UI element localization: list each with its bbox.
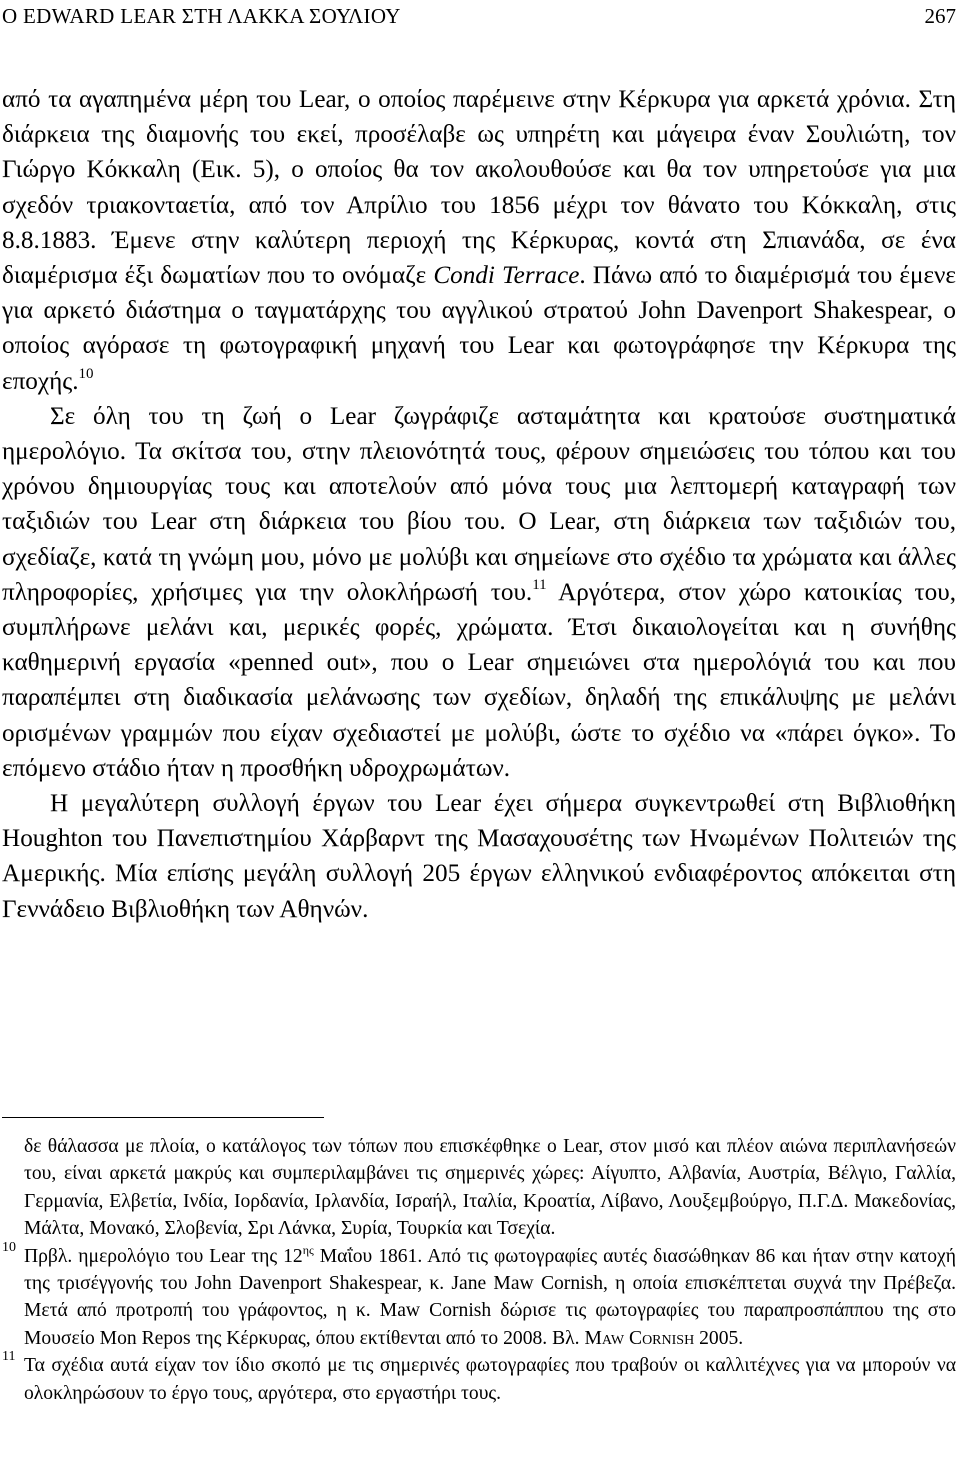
paragraph-1-text-a: από τα αγαπημένα μέρη του Lear, ο οποίος παρέμεινε στην Κέρκυρα για αρκετά χρόνια. Στη διάρκεια της διαμονής του εκεί, προσέλαβε ως υπηρέτη και μάγειρα έναν Σουλιώτη, τον Γιώργο Κόκκαλη (Εικ. 5), ο οποίος θα τον ακολουθούσε και θα τον υπηρετούσε για μια σχεδόν τριακονταετία, από τον Απρίλιο του 1856 μέχρι τον θάνατο του Κόκκαλη, στις 8.8.1883. Έμενε στην καλύτερη περιοχή της Κέρκυρας, κοντά στη Σπιανάδα, σε ένα διαμέρισμα έξι δωματίων που το ονόμαζε bbox=[2, 86, 956, 290]
footnote-11 bbox=[2, 1349, 956, 1407]
paragraph-2-text-a: Σε όλη του τη ζωή ο Lear ζωγράφιζε ασταμάτητα και κρατούσε συστηματικά ημερολόγιο. Τα σκίτσα του, στην πλειονότητά τους, φέρουν σημειώσεις του τόπου και του χρόνου δημιουργίας τους και αποτελούν από μόνα τους μια λεπτομερή καταγραφή των ταξιδιών του Lear στη διάρκεια του βίου του. Ο Lear, στη διάρκεια των ταξιδιών του, σχεδίαζε, κατά τη γνώμη μου, μόνο με μολύβι και σημείωνε στο σχέδιο τα χρώματα και άλλες πληροφορίες, χρήσιμες για την ολοκλήρωσή του. bbox=[2, 402, 956, 606]
condi-terrace-italic: Condi Terrace bbox=[433, 262, 580, 290]
footnote-ref-11[interactable]: 11 bbox=[532, 576, 547, 593]
paragraph-3: Η μεγαλύτερη συλλογή έργων του Lear έχει σήμερα συγκεντρωθεί στη Βιβλιοθήκη Houghton του Πανεπιστημίου Χάρβαρντ της Μασαχουσέτης των Ηνωμένων Πολιτειών της Αμερικής. Μία επίσης μεγάλη συλλογή 205 έργων ελληνικού ενδιαφέροντος απόκειται στη Γεννάδειο Βιβλιοθήκη των Αθηνών. bbox=[2, 790, 956, 923]
footnote-ref-10[interactable]: 10 bbox=[78, 365, 94, 382]
main-text bbox=[2, 82, 956, 927]
footnote-10-text-a: Πρβλ. ημερολόγιο του Lear της 12 bbox=[24, 1245, 303, 1267]
footnote-separator bbox=[2, 1117, 324, 1118]
footnote-11-text: Τα σχέδια αυτά είχαν τον ίδιο σκοπό με τις σημερινές φωτογραφίες που τραβούν οι καλλιτέχνες για να μπορούν να ολοκληρώσουν το έργο τους, αργότερα, στο εργαστήρι τους. bbox=[24, 1355, 956, 1404]
footnote-10 bbox=[2, 1239, 956, 1353]
footnote-11-number: 11 bbox=[2, 1349, 16, 1365]
footnotes bbox=[2, 1133, 956, 1407]
paragraph-1 bbox=[2, 82, 956, 399]
footnote-continued: δε θάλασσα με πλοία, ο κατάλογος των τόπων που επισκέφθηκε ο Lear, στον μισό και πλέον αιώνα περιπλανήσεών του, είναι αρκετά μακρύς και συμπεριλαμβάνει τις σημερινές χώρες: Αίγυπτο, Αλβανία, Αυστρία, Βέλγιο, Γαλλία, Γερμανία, Ελβετία, Ινδία, Ιορδανία, Ιρλανδία, Ισραήλ, Ιταλία, Κροατία, Λίβανο, Λουξεμβούργο, Π.Γ.Δ. Μακεδονίας, Μάλτα, Μονακό, Σλοβενία, Σρι Λάνκα, Συρία, Τουρκία και Τσεχία. bbox=[24, 1136, 956, 1240]
paragraph-2 bbox=[2, 399, 956, 786]
running-head-title: Ο EDWARD LEAR ΣΤΗ ΛΑΚΚΑ ΣΟΥΛΙΟΥ bbox=[2, 4, 401, 28]
paragraph-2-text-b: Αργότερα, στον χώρο κατοικίας του, συμπλήρωνε μελάνι και, μερικές φορές, χρώματα. Έτσι δικαιολογείται και η συνήθης καθημερινή εργασία «penned out», που ο Lear σημειώνει στα ημερολόγιά του και που παραπέμπει στη διαδικασία μελάνωσης των σχεδίων, δηλαδή της επικάλυψης με μελάνι ορισμένων γραμμών που είχαν σχεδιαστεί με μολύβι, ώστε το σχέδιο να «πάρει όγκο». Το επόμενο στάδιο ήταν η προσθήκη υδροχρωμάτων. bbox=[2, 578, 956, 782]
footnote-10-number: 10 bbox=[2, 1239, 16, 1255]
footnote-10-text-c: 2005. bbox=[694, 1327, 744, 1349]
footnote-10-author: Maw Cornish bbox=[584, 1327, 695, 1349]
running-header bbox=[0, 2, 956, 34]
footnote-10-ordinal: ης bbox=[302, 1242, 314, 1257]
page-number: 267 bbox=[924, 4, 956, 28]
paragraph-1-text-b: . Πάνω από το διαμέρισμά του έμενε για αρκετό διάστημα ο ταγματάρχης του αγγλικού στρατού John Davenport Shakespear, ο οποίος αγόρασε τη φωτογραφική μηχανή του Lear και φωτογράφησε την Κέρκυρα της εποχής. bbox=[2, 262, 956, 395]
footnote-10-text-b: Μαΐου 1861. Από τις φωτογραφίες αυτές διασώθηκαν 86 και ήταν στην κατοχή της τρισέγγονής του John Davenport Shakespear, κ. Jane Maw Cornish, η οποία επισκέπτεται συχνά την Πρέβεζα. Μετά από προτροπή του γράφοντος, η κ. Maw Cornish δώρισε τις φωτογραφίες του παραπροσπάππου της στο Μουσείο Mon Repos της Κέρκυρας, όπου εκτίθενται από το 2008. Βλ. bbox=[24, 1245, 956, 1349]
